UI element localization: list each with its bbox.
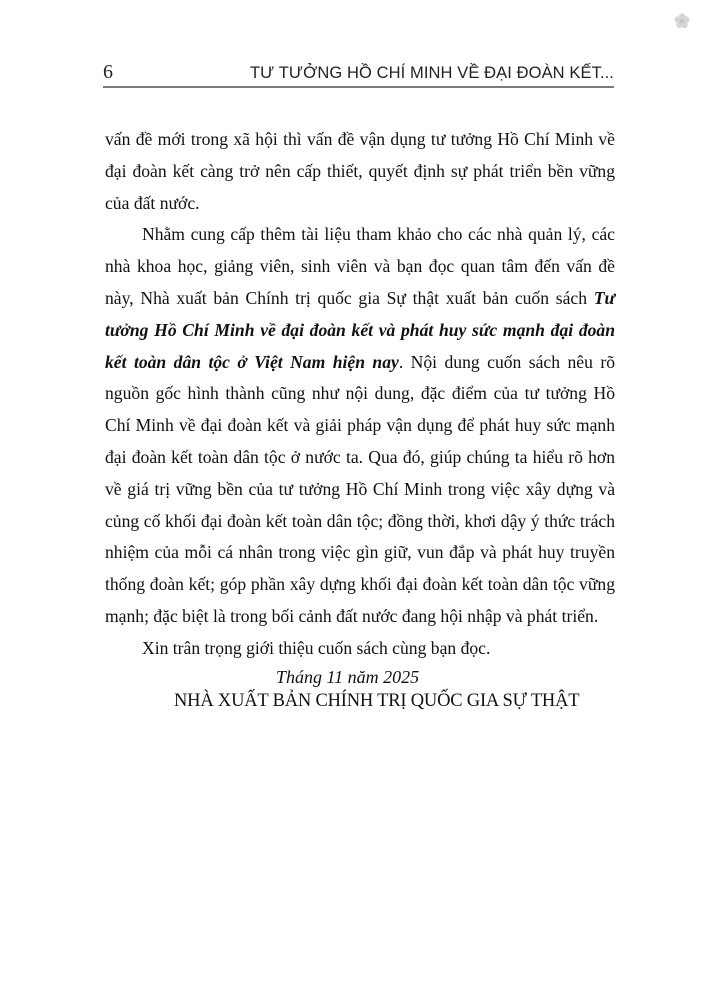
page-header — [103, 60, 614, 88]
paragraph-2-before: Nhằm cung cấp thêm tài liệu tham khảo cho các nhà quản lý, các nhà khoa học, giảng viên, sinh viên và bạn đọc quan tâm đến vấn đề này, Nhà xuất bản Chính trị quốc gia Sự thật xuất bản cuốn sách — [105, 224, 615, 308]
paragraph-2-after: . Nội dung cuốn sách nêu rõ nguồn gốc hình thành cũng như nội dung, đặc điểm của tư tưởng Hồ Chí Minh về đại đoàn kết và giải pháp vận dụng để phát huy sức mạnh đại đoàn kết toàn dân tộc ở nước ta. Qua đó, giúp chúng ta hiểu rõ hơn về giá trị vững bền của tư tưởng Hồ Chí Minh trong việc xây dựng và củng cố khối đại đoàn kết toàn dân tộc; đồng thời, khơi dậy ý thức trách nhiệm của mỗi cá nhân trong việc gìn giữ, vun đắp và phát huy truyền thống đoàn kết; góp phần xây dựng khối đại đoàn kết toàn dân tộc vững mạnh; đặc biệt là trong bối cảnh đất nước đang hội nhập và phát triển. — [105, 351, 615, 626]
page-number: 6 — [103, 61, 113, 83]
paragraph-2 — [105, 219, 615, 632]
running-title: TƯ TƯỞNG HỒ CHÍ MINH VỀ ĐẠI ĐOÀN KẾT... — [249, 64, 614, 82]
paragraph-3: Xin trân trọng giới thiệu cuốn sách cùng bạn đọc. — [142, 637, 491, 658]
body-text — [105, 124, 615, 665]
signature-date: Tháng 11 năm 2025 — [276, 667, 420, 687]
paragraph-1: vấn đề mới trong xã hội thì vấn đề vận dụng tư tưởng Hồ Chí Minh về đại đoàn kết càng trở nên cấp thiết, quyết định sự phát triển bền vững của đất nước. — [105, 129, 615, 213]
flower-watermark-icon — [673, 12, 691, 30]
book-title: Tư tưởng Hồ Chí Minh về đại đoàn kết và phát huy sức mạnh đại đoàn kết toàn dân tộc ở Việt Nam hiện nay — [105, 287, 615, 372]
signature-publisher: NHÀ XUẤT BẢN CHÍNH TRỊ QUỐC GIA SỰ THẬT — [174, 691, 580, 711]
